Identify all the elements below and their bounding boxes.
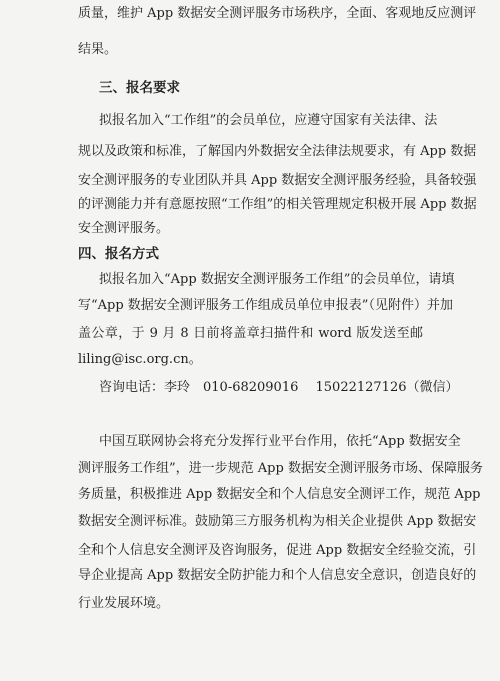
paragraph-line: 导企业提高 App 数据安全防护能力和个人信息安全意识，创造良好的 [78,568,477,583]
section-heading: 三、报名要求 [99,80,180,96]
paragraph-line: 行业发展环境。 [78,596,170,611]
paragraph-line: 拟报名加入“App 数据安全测评服务工作组”的会员单位，请填 [99,272,455,287]
contact-line: 咨询电话：李玲 010-68209016 15022127126（微信） [99,380,459,395]
paragraph-line: 务质量，积极推进 App 数据安全和个人信息安全测评工作，规范 App [78,487,481,502]
paragraph-line: 拟报名加入“工作组”的会员单位，应遵守国家有关法律、法 [99,113,438,128]
paragraph-line: 安全测评服务的专业团队并具 App 数据安全测评服务经验，具备较强 [78,173,477,188]
section-heading: 四、报名方式 [78,246,159,262]
paragraph-line: 安全测评服务。 [78,221,170,236]
paragraph-line: 中国互联网协会将充分发挥行业平台作用，依托“App 数据安全 [99,434,461,449]
paragraph-line: 规以及政策和标准，了解国内外数据安全法律法规要求，有 App 数据 [78,144,477,159]
paragraph-line: 数据安全测评标准。鼓励第三方服务机构为相关企业提供 App 数据安 [78,514,477,529]
paragraph-line: 写“App 数据安全测评服务工作组成员单位申报表”（见附件）并加 [78,298,453,313]
paragraph-line: 质量，维护 App 数据安全测评服务市场秩序，全面、客观地反应测评 [78,6,477,21]
paragraph-line: 测评服务工作组”，进一步规范 App 数据安全测评服务市场、保障服务 [78,461,483,476]
email-line: liling@isc.org.cn。 [78,352,202,367]
paragraph-line: 结果。 [78,42,118,57]
paragraph-line: 全和个人信息安全测评及咨询服务，促进 App 数据安全经验交流，引 [78,543,477,558]
paragraph-line: 的评测能力并有意愿按照“工作组”的相关管理规定积极开展 App 数据 [78,197,477,212]
paragraph-line: 盖公章，于 9 月 8 日前将盖章扫描件和 word 版发送至邮 [78,326,423,341]
